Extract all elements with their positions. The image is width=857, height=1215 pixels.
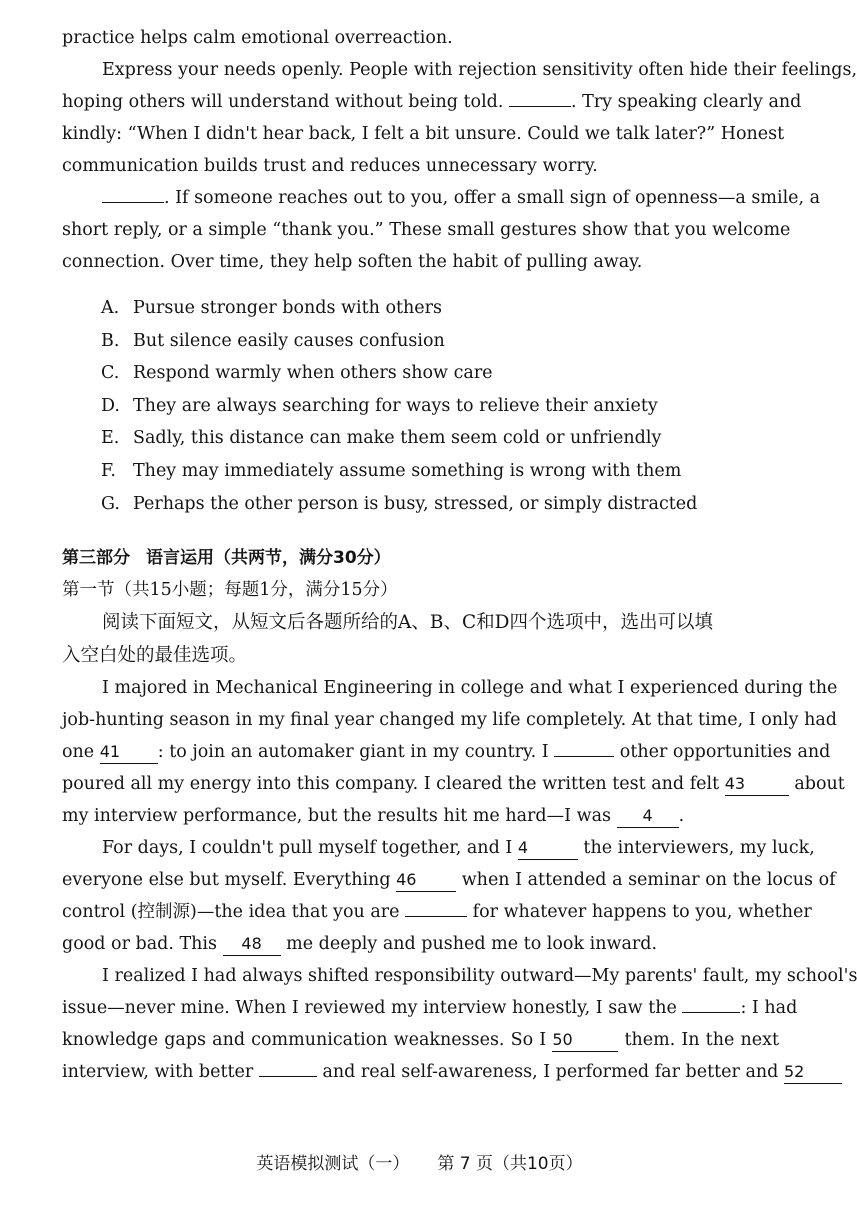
text-segment: issue—never mine. When I reviewed my interview honestly, I saw the — [62, 998, 677, 1019]
text-segment: and real self-awareness, I performed far better and — [322, 1062, 779, 1083]
handwritten-number: 50 — [552, 1030, 573, 1050]
answer-blank-46[interactable] — [396, 869, 456, 892]
option-text: They may immediately assume something is wrong with them — [133, 460, 682, 481]
text-segment: about — [794, 774, 845, 795]
footer-page-number: 第 7 页（共10页） — [437, 1154, 583, 1174]
answer-blank-43[interactable] — [725, 773, 789, 796]
text-segment: when I attended a seminar on the locus of — [461, 870, 836, 891]
handwritten-number: 4 — [517, 838, 529, 858]
option-letter: B. — [101, 330, 120, 351]
option-letter: F. — [101, 460, 116, 481]
cloze-paragraph-1 — [62, 672, 845, 832]
option-item[interactable] — [62, 488, 779, 521]
answer-blank-49[interactable] — [682, 1012, 740, 1013]
section-part-label: 第三部分 — [62, 548, 130, 569]
text-line — [62, 896, 812, 928]
paragraph-express-needs — [62, 54, 857, 182]
text-segment: one — [62, 742, 95, 763]
option-text: But silence easily causes confusion — [133, 330, 445, 351]
text-line — [62, 1024, 779, 1056]
text-segment: . Try speaking clearly and — [571, 92, 802, 112]
text-segment: everyone else but myself. Everything — [62, 870, 391, 891]
option-letter: E. — [101, 428, 120, 449]
text-segment: other opportunities and — [619, 742, 831, 763]
text-line: kindly: “When I didn't hear back, I felt a bit unsure. Could we talk later?” Honest — [62, 124, 785, 144]
text-segment: poured all my energy into this company. I cleared the written test and felt — [62, 774, 720, 795]
option-text: Respond warmly when others show care — [133, 363, 493, 384]
text-line — [62, 928, 779, 960]
page-footer — [0, 1150, 839, 1178]
text-segment: interview, with better — [62, 1062, 254, 1083]
option-item[interactable] — [62, 325, 779, 358]
handwritten-number: 4 — [642, 806, 653, 826]
option-item[interactable] — [62, 390, 779, 423]
answer-blank-51[interactable] — [259, 1076, 317, 1077]
paragraph-respond — [62, 182, 821, 278]
handwritten-number: 43 — [724, 774, 746, 794]
text-segment: good or bad. This — [62, 934, 217, 955]
answer-blank-47[interactable] — [405, 916, 467, 917]
answer-blank-41[interactable] — [100, 741, 158, 764]
option-item[interactable] — [62, 357, 779, 390]
text-segment: : to join an automaker giant in my country. I — [157, 742, 549, 763]
answer-blank[interactable] — [509, 106, 571, 107]
text-segment: the interviewers, my luck, — [583, 838, 815, 859]
option-item[interactable] — [62, 292, 779, 325]
handwritten-number: 41 — [99, 742, 121, 762]
text-line: job-hunting season in my final year changed my life completely. At that time, I only had — [62, 710, 837, 731]
text-segment: For days, I couldn't pull myself together, and I — [102, 838, 513, 859]
section-name: 语言运用（共两节，满分30分） — [146, 548, 391, 569]
text-line — [62, 832, 815, 864]
text-segment: . — [678, 806, 685, 827]
answer-blank-45[interactable] — [518, 837, 578, 860]
section-title — [62, 542, 779, 574]
option-text: Perhaps the other person is busy, stressed, or simply distracted — [133, 493, 698, 514]
option-letter: C. — [101, 363, 120, 384]
option-letter: A. — [101, 298, 120, 318]
option-text: Pursue stronger bonds with others — [133, 298, 442, 318]
option-text: They are always searching for ways to relieve their anxiety — [133, 395, 658, 416]
text-line — [62, 86, 802, 118]
option-item[interactable] — [62, 455, 779, 488]
answer-blank-44[interactable] — [617, 805, 679, 828]
cloze-paragraph-3 — [62, 960, 857, 1088]
text-line — [62, 768, 845, 800]
options-list — [62, 292, 779, 520]
text-segment: hoping others will understand without being told. — [62, 92, 504, 112]
answer-blank-42[interactable] — [554, 756, 614, 757]
text-segment: knowledge gaps and communication weaknesses. So I — [62, 1030, 547, 1051]
handwritten-number: 52 — [783, 1062, 805, 1082]
option-text: Sadly, this distance can make them seem cold or unfriendly — [133, 428, 662, 449]
text-line: Express your needs openly. People with rejection sensitivity often hide their feelings, — [102, 60, 857, 80]
cloze-paragraph-2 — [62, 832, 836, 960]
text-segment: for whatever happens to you, whether — [472, 902, 812, 923]
text-line: short reply, or a simple “thank you.” These small gestures show that you welcome — [62, 220, 791, 240]
option-letter: D. — [101, 395, 120, 416]
text-line: I realized I had always shifted responsibility outward—My parents' fault, my school's — [102, 966, 857, 987]
handwritten-number: 46 — [396, 870, 417, 890]
handwritten-number: 48 — [241, 934, 262, 954]
text-segment: them. In the next — [624, 1030, 779, 1051]
option-item[interactable] — [62, 422, 779, 455]
text-segment: me deeply and pushed me to look inward. — [286, 934, 658, 955]
text-line: connection. Over time, they help soften the habit of pulling away. — [62, 252, 643, 272]
text-line — [62, 182, 821, 214]
paragraph-end-line: practice helps calm emotional overreaction. — [62, 28, 453, 48]
text-line: communication builds trust and reduces unnecessary worry. — [62, 156, 598, 176]
text-line: I majored in Mechanical Engineering in college and what I experienced during the — [102, 678, 838, 699]
instruction-line: 入空白处的最佳选项。 — [62, 645, 248, 667]
text-segment: : I had — [740, 998, 798, 1019]
text-line — [62, 992, 798, 1024]
subsection-title: 第一节（共15小题；每题1分，满分15分） — [62, 580, 398, 601]
text-segment: control (控制源)—the idea that you are — [62, 902, 400, 923]
text-segment: . If someone reaches out to you, offer a small sign of openness—a smile, a — [164, 188, 821, 208]
answer-blank-50[interactable] — [552, 1029, 618, 1052]
footer-title: 英语模拟测试（一） — [256, 1154, 410, 1174]
answer-blank-48[interactable] — [223, 933, 281, 956]
text-segment: my interview performance, but the results hit me hard—I was — [62, 806, 611, 827]
option-letter: G. — [101, 493, 120, 514]
text-line — [62, 736, 831, 768]
text-line — [62, 1056, 805, 1088]
text-line — [62, 800, 779, 832]
answer-blank-52[interactable] — [784, 1061, 842, 1084]
instruction-line: 阅读下面短文，从短文后各题所给的A、B、C和D四个选项中，选出可以填 — [102, 612, 713, 634]
text-line — [62, 864, 836, 896]
answer-blank[interactable] — [102, 202, 164, 203]
